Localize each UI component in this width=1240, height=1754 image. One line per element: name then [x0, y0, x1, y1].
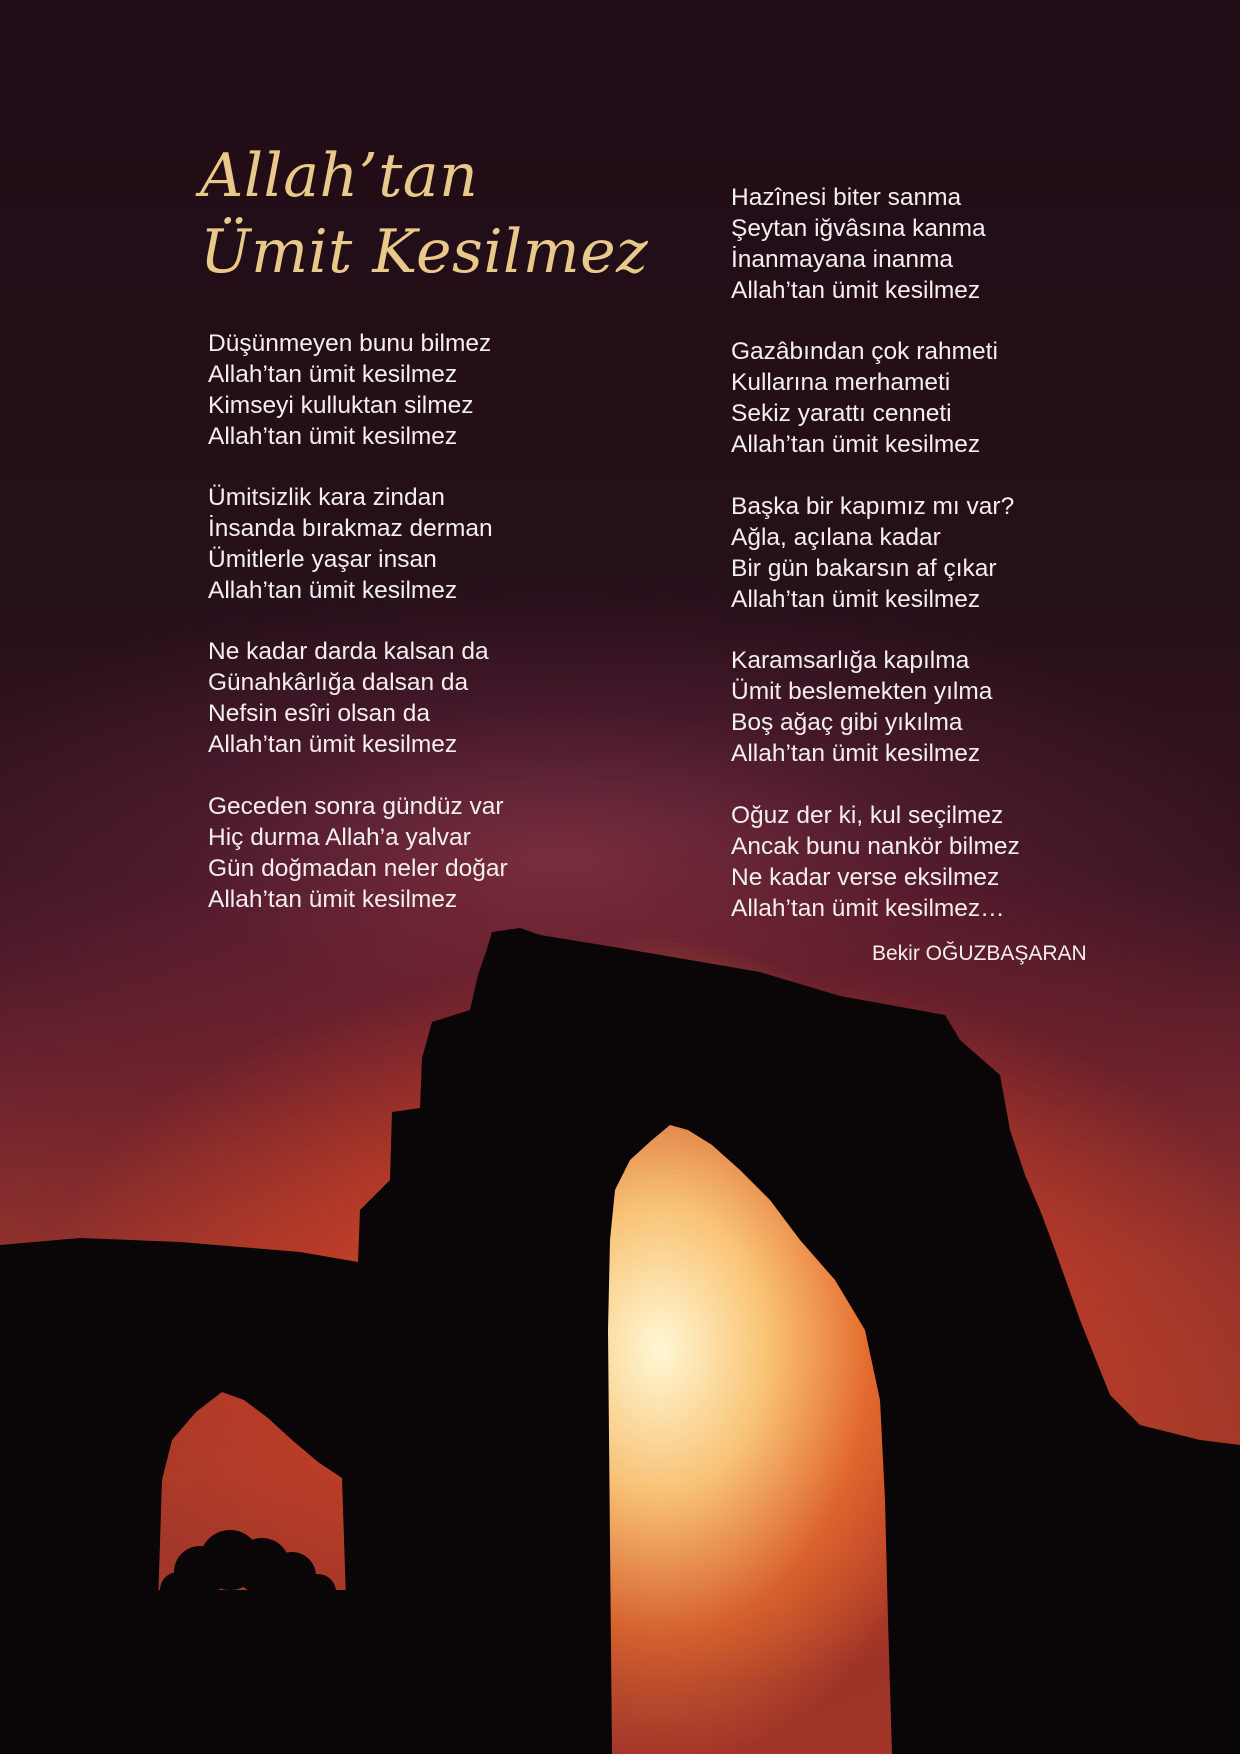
- verse-line: Allah’tan ümit kesilmez: [731, 740, 981, 767]
- tree-silhouette: [155, 1530, 350, 1620]
- stanza: [731, 182, 986, 306]
- verse-line: Karamsarlığa kapılma: [731, 647, 970, 674]
- verse-line: Allah’tan ümit kesilmez…: [731, 895, 1005, 922]
- stanza: [731, 491, 1014, 615]
- verse-line: Allah’tan ümit kesilmez: [208, 886, 458, 913]
- verse-line: Gün doğmadan neler doğar: [208, 855, 508, 882]
- verse-line: İnsanda bırakmaz derman: [208, 515, 493, 542]
- verse-line: Günahkârlığa dalsan da: [208, 669, 469, 696]
- poem-title-line-1: Allah’tan: [200, 141, 479, 211]
- verse-line: Ne kadar verse eksilmez: [731, 864, 1000, 891]
- verse-line: Ağla, açılana kadar: [731, 524, 941, 551]
- verse-line: Ümit beslemekten yılma: [731, 678, 993, 705]
- verse-line: Allah’tan ümit kesilmez: [731, 431, 981, 458]
- stanza: [731, 336, 998, 460]
- verse-line: Allah’tan ümit kesilmez: [208, 423, 458, 450]
- verse-line: Allah’tan ümit kesilmez: [208, 577, 458, 604]
- verse-line: Allah’tan ümit kesilmez: [208, 361, 458, 388]
- poem-title-line-2: Ümit Kesilmez: [200, 217, 649, 287]
- verse-line: Sekiz yarattı cenneti: [731, 400, 952, 427]
- author-name: Bekir OĞUZBAŞARAN: [872, 942, 1087, 965]
- verse-line: Bir gün bakarsın af çıkar: [731, 555, 997, 582]
- verse-line: Ne kadar darda kalsan da: [208, 638, 489, 665]
- verse-line: Gazâbından çok rahmeti: [731, 338, 998, 365]
- verse-line: Ümitsizlik kara zindan: [208, 484, 445, 511]
- stanza: [208, 636, 489, 760]
- verse-line: Allah’tan ümit kesilmez: [731, 586, 981, 613]
- stanza: [731, 645, 992, 769]
- stanza: [208, 791, 508, 915]
- poem-title: [200, 138, 648, 290]
- verse-line: Ancak bunu nankör bilmez: [731, 833, 1020, 860]
- verse-line: Oğuz der ki, kul seçilmez: [731, 802, 1004, 829]
- verse-line: Hazînesi biter sanma: [731, 184, 962, 211]
- verse-line: Ümitlerle yaşar insan: [208, 546, 437, 573]
- verse-line: Hiç durma Allah’a yalvar: [208, 824, 471, 851]
- stanza: [208, 328, 491, 452]
- verse-line: Başka bir kapımız mı var?: [731, 493, 1015, 520]
- verse-line: Kullarına merhameti: [731, 369, 951, 396]
- verse-line: Nefsin esîri olsan da: [208, 700, 430, 727]
- verse-line: Allah’tan ümit kesilmez: [208, 731, 458, 758]
- verse-line: İnanmayana inanma: [731, 246, 954, 273]
- verse-line: Boş ağaç gibi yıkılma: [731, 709, 963, 736]
- verse-line: Kimseyi kulluktan silmez: [208, 392, 474, 419]
- verse-line: Şeytan iğvâsına kanma: [731, 215, 986, 242]
- verse-line: Allah’tan ümit kesilmez: [731, 277, 981, 304]
- stanza: [208, 482, 493, 606]
- verse-line: Geceden sonra gündüz var: [208, 793, 504, 820]
- stanza: [731, 800, 1020, 924]
- verse-line: Düşünmeyen bunu bilmez: [208, 330, 492, 357]
